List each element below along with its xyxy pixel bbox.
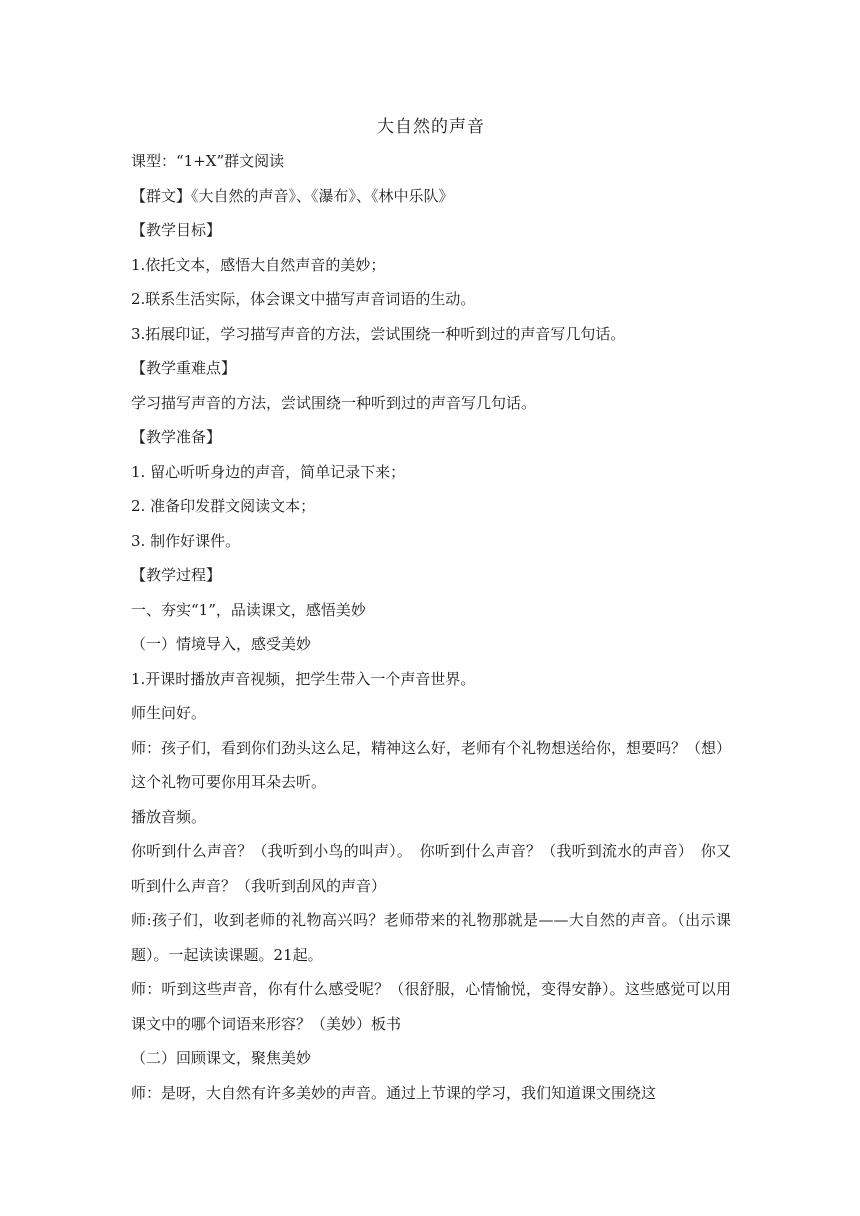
process-step-heading-1: 一、夯实“1”，品读课文，感悟美妙 xyxy=(131,600,366,619)
teacher-dialogue-4: 师：是呀，大自然有许多美妙的声音。通过上节课的学习，我们知道课文围绕这 xyxy=(131,1083,657,1102)
teacher-dialogue-2: 师:孩子们，收到老师的礼物高兴吗？老师带来的礼物那就是——大自然的声音。（出示课题）。一起读读课题。21起。 xyxy=(131,911,731,964)
group-texts: 【群文】《大自然的声音》、《瀑布》、《林中乐队》 xyxy=(131,186,454,205)
document-title: 大自然的声音 xyxy=(377,117,485,137)
objective-item-2: 2.联系生活实际，体会课文中描写声音词语的生动。 xyxy=(131,290,476,308)
play-audio-text: 播放音频。 xyxy=(131,807,207,826)
section-heading-process: 【教学过程】 xyxy=(131,566,222,584)
process-item-1: 1.开课时播放声音视频，把学生带入一个声音世界。 xyxy=(131,669,476,688)
greeting-text: 师生问好。 xyxy=(131,704,207,722)
preparation-item-2: 2. 准备印发群文阅读文本； xyxy=(131,497,316,515)
preparation-item-1: 1. 留心听听身边的声音，简单记录下来； xyxy=(131,462,406,481)
preparation-item-3: 3. 制作好课件。 xyxy=(131,531,241,550)
objective-item-3: 3.拓展印证，学习描写声音的方法，尝试围绕一种听到过的声音写几句话。 xyxy=(131,324,626,343)
section-heading-key-points: 【教学重难点】 xyxy=(131,359,237,377)
process-substep-heading-2: （二）回顾课文，聚焦美妙 xyxy=(131,1049,312,1067)
question-sequence: 你听到什么声音？（我听到小鸟的叫声）。 你听到什么声音？（我听到流水的声音） 你又听到什么声音？（我听到刮风的声音） xyxy=(131,842,731,895)
teacher-dialogue-3: 师：听到这些声音，你有什么感受呢？（很舒服，心情愉悦，变得安静）。这些感觉可以用课文中的哪个词语来形容？（美妙）板书 xyxy=(131,980,731,1033)
section-heading-objectives: 【教学目标】 xyxy=(131,221,222,239)
process-substep-heading-1: （一）情境导入，感受美妙 xyxy=(131,635,312,653)
teacher-dialogue-1: 师：孩子们，看到你们劲头这么足，精神这么好，老师有个礼物想送给你，想要吗？（想）这个礼物可要你用耳朵去听。 xyxy=(131,738,732,791)
objective-item-1: 1.依托文本，感悟大自然声音的美妙； xyxy=(131,255,386,274)
section-heading-preparation: 【教学准备】 xyxy=(131,428,222,446)
lesson-type: 课型：“1+X”群文阅读 xyxy=(131,152,285,170)
key-points-text: 学习描写声音的方法，尝试围绕一种听到过的声音写几句话。 xyxy=(131,393,537,412)
document-page xyxy=(131,110,731,1110)
